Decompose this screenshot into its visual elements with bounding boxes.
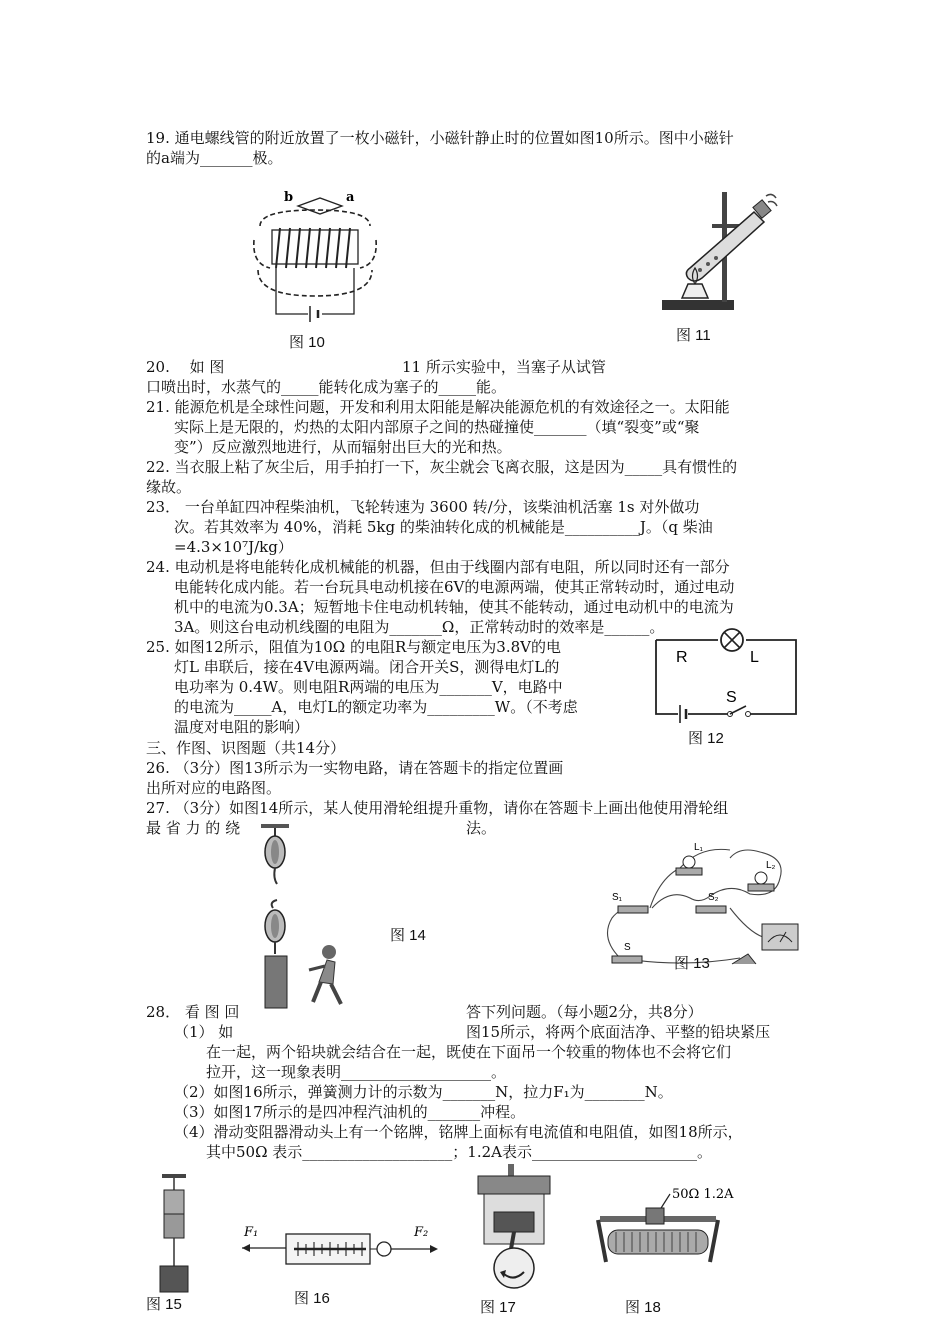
q26-line-1: 26. （3分）图13所示为一实物电路，请在答题卡的指定位置画 xyxy=(146,759,564,777)
figure-10-solenoid xyxy=(250,188,380,338)
cylinder-head xyxy=(478,1176,550,1194)
figure-14-caption: 图 14 xyxy=(390,927,426,944)
label-L1: L₁ xyxy=(694,842,703,853)
q28-sub1-d: 拉开，这一现象表明____________________。 xyxy=(206,1063,507,1081)
q23-line-3: =4.3×10⁷J/kg） xyxy=(174,538,293,556)
nameplate-text: 50Ω 1.2A xyxy=(672,1187,734,1202)
q28-line-1b: 答下列问题。（每小题2分，共8分） xyxy=(466,1003,703,1021)
figure-16-spring-scale xyxy=(240,1222,440,1272)
q20-line-2: 口喷出时，水蒸气的_____能转化成为塞子的_____能。 xyxy=(146,378,507,396)
figure-18-caption: 图 18 xyxy=(625,1299,661,1316)
q28-sub1-a: （1） 如 xyxy=(174,1023,234,1041)
figure-11-test-tube xyxy=(660,188,778,313)
q28-sub4-b: 其中50Ω 表示____________________；1.2A表示______________________。 xyxy=(206,1143,712,1161)
q28-sub1-c: 在一起，两个铅块就会结合在一起，既使在下面吊一个较重的物体也不会将它们 xyxy=(206,1043,732,1061)
alcohol-burner xyxy=(682,284,708,298)
bulb-L1 xyxy=(676,868,702,875)
figure-17-engine xyxy=(472,1162,556,1294)
q24-line-2: 电能转化成内能。若一台玩具电动机接在6V的电源两端，使其正常转动时，通过电动 xyxy=(174,578,735,596)
compass-label-b: b xyxy=(284,190,294,205)
figure-18-rheostat xyxy=(592,1180,734,1292)
figure-12-circuit xyxy=(650,628,800,718)
q25-line-3: 电功率为 0.4W。则电阻R两端的电压为_______V，电路中 xyxy=(174,678,563,696)
compass-label-a: a xyxy=(346,190,355,205)
q24-line-1: 24. 电动机是将电能转化成机械能的机器，但由于线圈内部有电阻，所以同时还有一部分 xyxy=(146,558,730,576)
q28-sub4-a: （4）滑动变阻器滑动头上有一个铭牌，铭牌上面标有电流值和电阻值，如图18所示， xyxy=(174,1123,743,1141)
q21-line-3: 变”）反应激烈地进行，从而辐射出巨大的光和热。 xyxy=(174,438,512,456)
solenoid-core xyxy=(272,230,358,264)
label-S2: S₂ xyxy=(708,892,719,903)
piston xyxy=(494,1212,534,1232)
q22-line-2: 缘故。 xyxy=(146,478,192,496)
bulb-L2 xyxy=(748,884,774,891)
q21-line-2: 实际上是无限的，灼热的太阳内部原子之间的热碰撞使_______（填“裂变”或“聚 xyxy=(174,418,700,436)
q24-line-4: 3A。则这台电动机线圈的电阻为_______Ω，正常转动时的效率是______。 xyxy=(174,618,665,636)
q27-line-1: 27. （3分）如图14所示，某人使用滑轮组提升重物，请你在答题卡上画出他使用滑轮组 xyxy=(146,799,729,817)
ammeter xyxy=(762,924,798,950)
label-F2: F₂ xyxy=(414,1225,429,1240)
q25-line-2: 灯L 串联后，接在4V电源两端。闭合开关S，测得电灯L的 xyxy=(174,658,560,676)
lower-lead-block xyxy=(164,1214,184,1238)
q22-line-1: 22. 当衣服上粘了灰尘后，用手拍打一下，灰尘就会飞离衣服，这是因为_____具有惯性的 xyxy=(146,458,738,476)
label-S: S xyxy=(624,942,631,953)
crankshaft xyxy=(494,1248,534,1288)
person-figure xyxy=(322,945,336,959)
solenoid-wire xyxy=(276,268,354,314)
figure-15-lead-blocks xyxy=(154,1172,194,1294)
q28-sub2: （2）如图16所示，弹簧测力计的示数为_______N，拉力F₁为________N。 xyxy=(174,1083,673,1101)
label-F1: F₁ xyxy=(244,1225,259,1240)
heavy-weight xyxy=(265,956,287,1008)
q24-line-3: 机中的电流为0.3A；短暂地卡住电动机转轴，使其不能转动，通过电动机中的电流为 xyxy=(174,598,734,616)
q25-line-4: 的电流为_____A，电灯L的额定功率为_________W。（不考虑 xyxy=(174,698,578,716)
switch-S1 xyxy=(618,906,648,913)
resistor-label-R: R xyxy=(676,649,688,666)
switch-symbol xyxy=(730,706,746,714)
figure-14-pulley xyxy=(255,822,385,1010)
section-3-title: 三、作图、识图题（共14分） xyxy=(146,739,346,757)
figure-12-caption: 图 12 xyxy=(688,730,724,747)
lamp-label-L: L xyxy=(750,649,759,666)
q23-line-2: 次。若其效率为 40%，消耗 5kg 的柴油转化成的机械能是__________J。（q 柴油 xyxy=(174,518,713,536)
scale-ring xyxy=(377,1242,391,1256)
q28-sub3: （3）如图17所示的是四冲程汽油机的_______冲程。 xyxy=(174,1103,526,1121)
field-line-bottom xyxy=(258,270,372,296)
upper-lead-block xyxy=(164,1190,184,1214)
figure-17-caption: 图 17 xyxy=(480,1299,516,1316)
resistance-coil xyxy=(608,1230,708,1254)
q26-line-2: 出所对应的电路图。 xyxy=(146,779,282,797)
q23-line-1: 23． 一台单缸四冲程柴油机，飞轮转速为 3600 转/分，该柴油机活塞 1s 对外做功 xyxy=(146,498,700,516)
q19-line-2: 的a端为_______极。 xyxy=(146,149,283,167)
figure-13-caption: 图 13 xyxy=(674,955,710,972)
figure-16-caption: 图 16 xyxy=(294,1290,330,1307)
label-L2: L₂ xyxy=(766,860,776,871)
q25-line-1: 25. 如图12所示，阻值为10Ω 的电阻R与额定电压为3.8V的电 xyxy=(146,638,561,656)
q20-line-1a: 20. 如 图 xyxy=(146,358,225,376)
hanging-weight xyxy=(160,1266,188,1292)
q20-line-1b: 11 所示实验中，当塞子从试管 xyxy=(402,358,606,376)
q28-sub1-b: 图15所示，将两个底面洁净、平整的铅块紧压 xyxy=(466,1023,771,1041)
solenoid-coil xyxy=(276,228,350,268)
figure-10-caption: 图 10 xyxy=(289,334,325,351)
q25-line-5: 温度对电阻的影响） xyxy=(174,718,310,736)
q21-line-1: 21. 能源危机是全球性问题，开发和利用太阳能是解决能源危机的有效途径之一。太阳能 xyxy=(146,398,730,416)
label-S1: S₁ xyxy=(612,892,623,903)
switch-S xyxy=(612,956,642,963)
q27-line-2b: 法。 xyxy=(466,819,497,837)
q27-line-2a: 最 省 力 的 绕 xyxy=(146,819,241,837)
ceiling-mount xyxy=(261,824,289,828)
slider xyxy=(646,1208,664,1224)
q28-line-1a: 28． 看 图 回 xyxy=(146,1003,240,1021)
switch-label-S: S xyxy=(726,689,737,706)
switch-S2 xyxy=(696,906,726,913)
q19-line-1: 19. 通电螺线管的附近放置了一枚小磁针，小磁针静止时的位置如图10所示。图中小磁针 xyxy=(146,129,734,147)
figure-11-caption: 图 11 xyxy=(676,327,711,344)
compass-needle xyxy=(298,198,342,214)
figure-15-caption: 图 15 xyxy=(146,1296,182,1313)
